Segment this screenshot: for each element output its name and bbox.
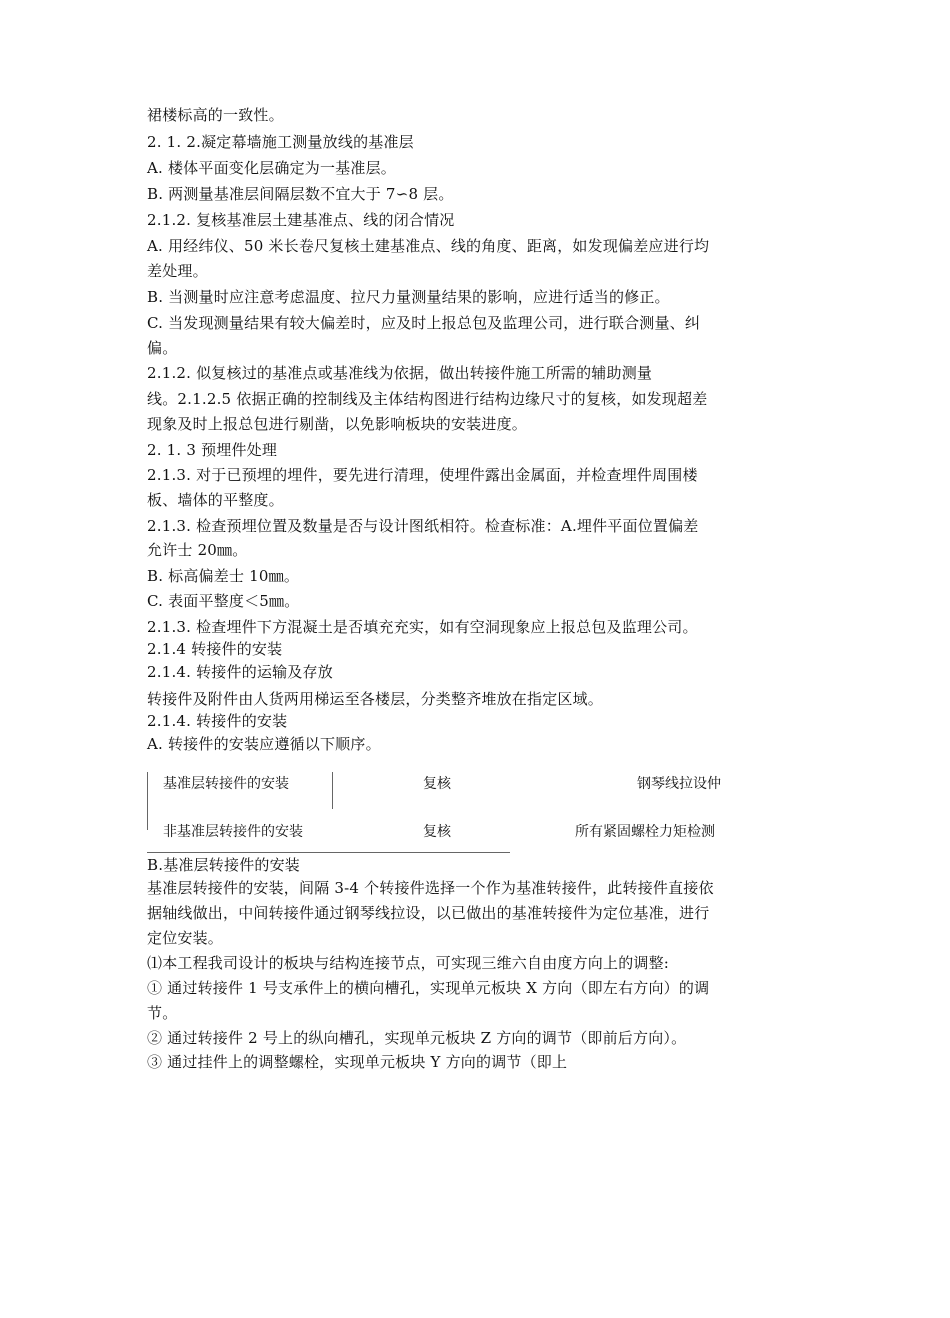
- text-line: 基准层转接件的安装，间隔 3-4 个转接件选择一个作为基准转接件，此转接件直接依: [147, 879, 714, 897]
- text-line: 转接件及附件由人货两用梯运至各楼层，分类整齐堆放在指定区域。: [147, 690, 604, 708]
- section-heading: 2.1.2. 复核基准层土建基准点、线的闭合情况: [147, 211, 455, 229]
- list-item: ① 通过转接件 1 号支承件上的横向槽孔，实现单元板块 X 方向（即左右方向）的调: [147, 979, 710, 997]
- text-line: 偏。: [147, 339, 178, 357]
- text-line: C. 表面平整度＜5㎜。: [147, 592, 300, 610]
- text-line: 板、墙体的平整度。: [147, 491, 284, 509]
- text-line: 允许士 20㎜。: [147, 541, 248, 559]
- text-line: 2.1.3. 检查埋件下方混凝土是否填充充实，如有空洞现象应上报总包及监理公司。: [147, 618, 698, 636]
- text-line: 定位安装。: [147, 929, 224, 947]
- text-line: A. 用经纬仪、50 米长卷尺复核土建基准点、线的角度、距离，如发现偏差应进行均: [147, 237, 710, 255]
- text-line: 2.1.3. 检查预埋位置及数量是否与设计图纸相符。检查标准：A.埋件平面位置偏差: [147, 517, 699, 535]
- section-heading: 2.1.4 转接件的安装: [147, 640, 283, 658]
- flow-step-torque-check: 所有紧固螺栓力矩检测: [575, 824, 715, 840]
- flow-step-review: 复核: [423, 776, 451, 792]
- installation-sequence-table: [147, 766, 807, 856]
- text-line: 线。2.1.2.5 依据正确的控制线及主体结构图进行结构边缘尺寸的复核，如发现超差: [147, 390, 708, 408]
- flow-step-review: 复核: [423, 824, 451, 840]
- text-line: 据轴线做出，中间转接件通过钢琴线拉设，以已做出的基准转接件为定位基准，进行: [147, 904, 710, 922]
- bottom-border-line: [147, 852, 510, 853]
- section-heading: 2. 1. 3 预埋件处理: [147, 441, 278, 459]
- flow-step-base-layer: 基准层转接件的安装: [163, 776, 289, 792]
- flow-step-piano-wire: 钢琴线拉设仲: [637, 776, 721, 792]
- section-heading: 2.1.4. 转接件的运输及存放: [147, 663, 333, 681]
- text-line: 差处理。: [147, 262, 208, 280]
- text-line: 裙楼标高的一致性。: [147, 106, 284, 124]
- section-heading: B.基准层转接件的安装: [147, 856, 300, 874]
- section-heading: 2.1.4. 转接件的安装: [147, 712, 288, 730]
- text-line: ⑴本工程我司设计的板块与结构连接节点，可实现三维六自由度方向上的调整:: [147, 954, 670, 972]
- text-line: B. 两测量基准层间隔层数不宜大于 7∽8 层。: [147, 185, 454, 203]
- list-item: ③ 通过挂件上的调整螺栓，实现单元板块 Y 方向的调节（即上: [147, 1053, 568, 1071]
- left-border-line: [147, 772, 148, 830]
- text-line: 现象及时上报总包进行剔凿，以免影响板块的安装进度。: [147, 415, 528, 433]
- section-heading: 2. 1. 2.凝定幕墙施工测量放线的基准层: [147, 133, 414, 151]
- text-line: B. 标高偏差士 10㎜。: [147, 567, 300, 585]
- column-divider-line: [332, 772, 333, 809]
- text-line: B. 当测量时应注意考虑温度、拉尺力量测量结果的影响，应进行适当的修正。: [147, 288, 670, 306]
- list-item: ② 通过转接件 2 号上的纵向槽孔，实现单元板块 Z 方向的调节（即前后方向）。: [147, 1029, 687, 1047]
- text-line: 节。: [147, 1004, 178, 1022]
- text-line: A. 楼体平面变化层确定为一基准层。: [147, 159, 396, 177]
- text-line: 2.1.3. 对于已预埋的埋件，要先进行清理，使埋件露出金属面，并检查埋件周围楼: [147, 466, 698, 484]
- text-line: A. 转接件的安装应遵循以下顺序。: [147, 735, 381, 753]
- text-line: 2.1.2. 似复核过的基准点或基准线为依据，做出转接件施工所需的辅助测量: [147, 364, 653, 382]
- text-line: C. 当发现测量结果有较大偏差时，应及时上报总包及监理公司，进行联合测量、纠: [147, 314, 701, 332]
- flow-step-non-base-layer: 非基准层转接件的安装: [163, 824, 303, 840]
